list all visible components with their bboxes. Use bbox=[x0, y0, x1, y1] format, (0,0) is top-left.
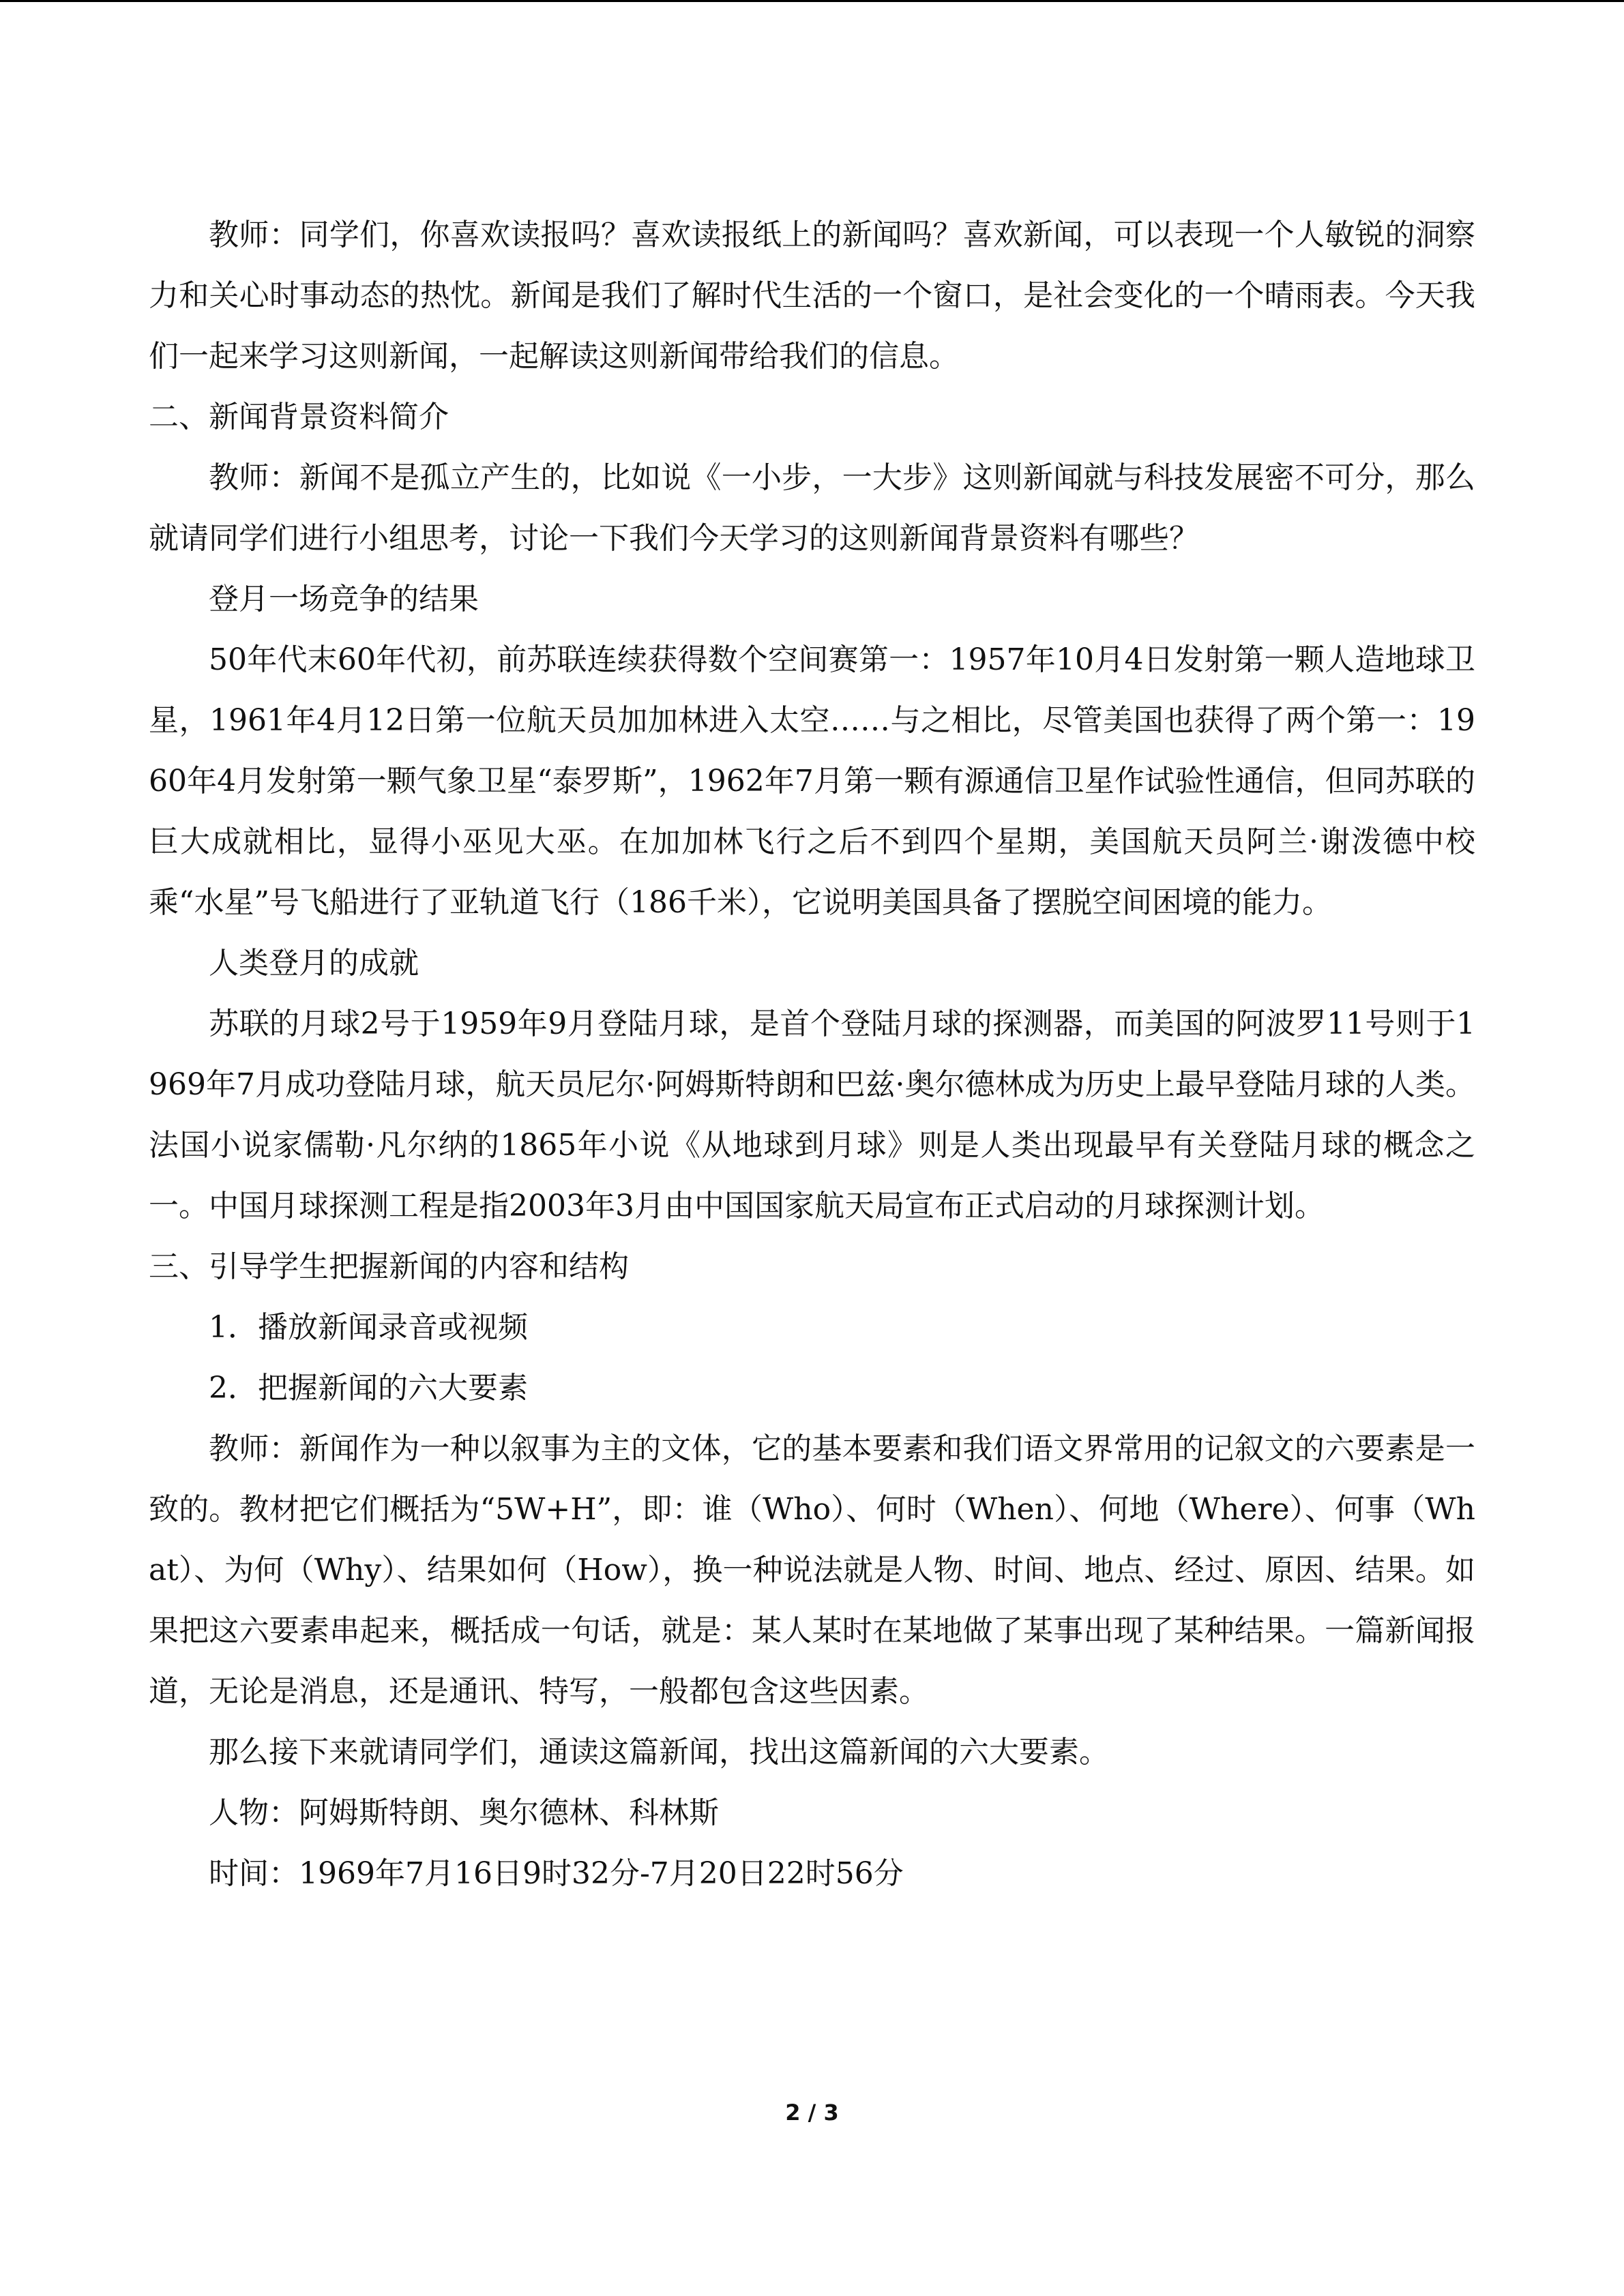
top-border-line bbox=[0, 0, 1624, 2]
paragraph-characters: 人物：阿姆斯特朗、奥尔德林、科林斯 bbox=[209, 1795, 719, 1830]
paragraph-teacher-background: 教师：新闻不是孤立产生的，比如说《一小步，一大步》这则新闻就与科技发展密不可分，那么就请同学们进行小组思考，讨论一下我们今天学习的这则新闻背景资料有哪些？ bbox=[149, 460, 1475, 556]
paragraph-six-elements-explanation: 教师：新闻作为一种以叙事为主的文体，它的基本要素和我们语文界常用的记叙文的六要素是一致的。教材把它们概括为“5W+H”，即：谁（Who）、何时（When）、何地（Where）、何事（What）、为何（Why）、结果如何（How），换一种说法就是人物、时间、地点、经过、原因、结果。如果把这六要素串起来，概括成一句话，就是：某人某时在某地做了某事出现了某种结果。一篇新闻报道，无论是消息，还是通讯、特写，一般都包含这些因素。 bbox=[149, 1431, 1475, 1709]
paragraph-space-race: 50年代末60年代初，前苏联连续获得数个空间赛第一：1957年10月4日发射第一颗人造地球卫星，1961年4月12日第一位航天员加加林进入太空……与之相比，尽管美国也获得了两个第一：1960年4月发射第一颗气象卫星“泰罗斯”，1962年7月第一颗有源通信卫星作试验性通信，但同苏联的巨大成就相比，显得小巫见大巫。在加加林飞行之后不到四个星期，美国航天员阿兰·谢泼德中校乘“水星”号飞船进行了亚轨道飞行（186千米），它说明美国具备了摆脱空间困境的能力。 bbox=[149, 642, 1475, 920]
paragraph-time: 时间：1969年7月16日9时32分-7月20日22时56分 bbox=[209, 1856, 904, 1891]
list-item-six-elements: 2．把握新闻的六大要素 bbox=[209, 1371, 528, 1405]
page-number: 2 / 3 bbox=[785, 2100, 839, 2126]
document-body bbox=[149, 205, 1475, 1904]
section-heading-background: 二、新闻背景资料简介 bbox=[149, 400, 449, 434]
paragraph-task-instruction: 那么接下来就请同学们，通读这篇新闻，找出这篇新闻的六大要素。 bbox=[209, 1735, 1109, 1770]
paragraph-teacher-intro: 教师：同学们，你喜欢读报吗？喜欢读报纸上的新闻吗？喜欢新闻，可以表现一个人敏锐的洞察力和关心时事动态的热忱。新闻是我们了解时代生活的一个窗口，是社会变化的一个晴雨表。今天我们一起来学习这则新闻，一起解读这则新闻带给我们的信息。 bbox=[149, 218, 1475, 374]
section-heading-content-structure: 三、引导学生把握新闻的内容和结构 bbox=[149, 1249, 629, 1284]
subheading-moon-landing-achievement: 人类登月的成就 bbox=[209, 946, 419, 981]
paragraph-moon-landing: 苏联的月球2号于1959年9月登陆月球，是首个登陆月球的探测器，而美国的阿波罗11号则于1969年7月成功登陆月球，航天员尼尔·阿姆斯特朗和巴兹·奥尔德林成为历史上最早登陆月球的人类。法国小说家儒勒·凡尔纳的1865年小说《从地球到月球》则是人类出现最早有关登陆月球的概念之一。中国月球探测工程是指2003年3月由中国国家航天局宣布正式启动的月球探测计划。 bbox=[149, 1007, 1475, 1223]
list-item-play-news: 1．播放新闻录音或视频 bbox=[209, 1310, 528, 1345]
subheading-moon-race: 登月一场竞争的结果 bbox=[209, 582, 479, 616]
